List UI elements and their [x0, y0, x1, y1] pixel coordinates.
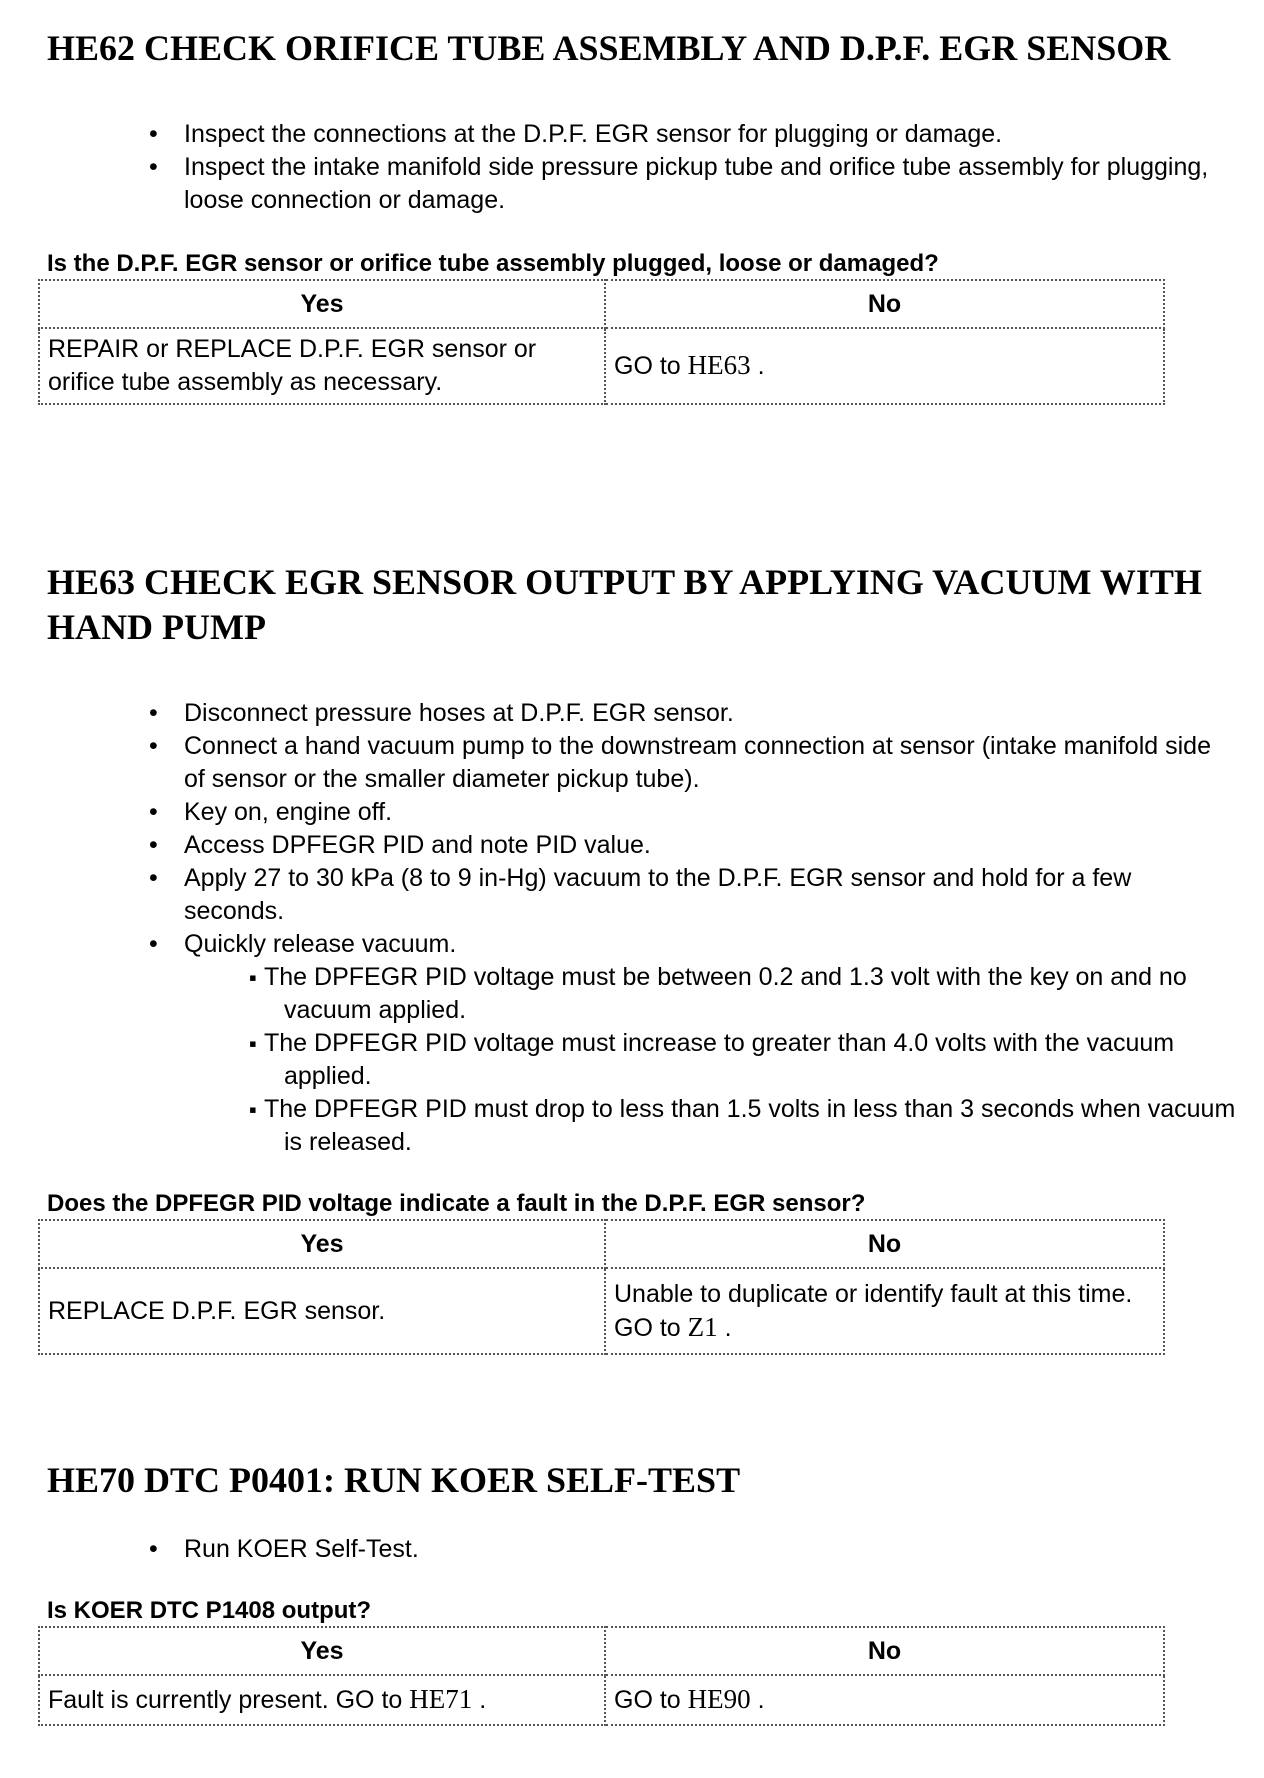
step-item: • Disconnect pressure hoses at D.P.F. EGR sensor.	[132, 697, 1237, 730]
yes-text-suffix: .	[472, 1686, 487, 1714]
step-item: • Inspect the intake manifold side pressure pickup tube and orifice tube assembly for plugging, loose connection or damage.	[132, 151, 1237, 217]
step-item: • Run KOER Self-Test.	[132, 1533, 1237, 1566]
step-item: • Quickly release vacuum.	[132, 928, 1237, 961]
section-he62	[47, 26, 1237, 405]
link-he90[interactable]: HE90	[687, 1684, 751, 1714]
question-he70: Is KOER DTC P1408 output?	[47, 1597, 372, 1624]
steps-list-he62	[47, 118, 1237, 217]
yes-cell	[39, 1675, 605, 1725]
answer-table-he63	[38, 1219, 1165, 1355]
yes-header: Yes	[39, 1220, 605, 1268]
no-header: No	[605, 1220, 1164, 1268]
no-header: No	[605, 280, 1164, 328]
no-text: GO to	[614, 1686, 688, 1714]
no-text: GO to	[614, 352, 688, 380]
no-cell	[605, 1675, 1164, 1725]
answer-table-he70	[38, 1626, 1165, 1726]
step-item: • Apply 27 to 30 kPa (8 to 9 in-Hg) vacuum to the D.P.F. EGR sensor and hold for a few seconds.	[132, 862, 1237, 928]
no-text: Unable to duplicate or identify fault at this time. GO to	[614, 1279, 1133, 1342]
yes-text: Fault is currently present. GO to	[48, 1686, 410, 1714]
step-item: • Inspect the connections at the D.P.F. EGR sensor for plugging or damage.	[132, 118, 1237, 151]
section-title-he63: HE63 CHECK EGR SENSOR OUTPUT BY APPLYING VACUUM WITH HAND PUMP	[47, 562, 1202, 647]
step-item: • Access DPFEGR PID and note PID value.	[132, 829, 1237, 862]
no-cell	[605, 328, 1164, 404]
steps-list-he70	[47, 1533, 1237, 1566]
link-z1[interactable]: Z1	[687, 1311, 718, 1342]
yes-header: Yes	[39, 280, 605, 328]
answer-table-he62	[38, 279, 1165, 405]
question-he62: Is the D.P.F. EGR sensor or orifice tube assembly plugged, loose or damaged?	[47, 250, 939, 277]
yes-header: Yes	[39, 1627, 605, 1675]
steps-list-he63	[47, 697, 1237, 1159]
question-he63: Does the DPFEGR PID voltage indicate a fault in the D.P.F. EGR sensor?	[47, 1190, 866, 1217]
no-text-suffix: .	[717, 1313, 732, 1342]
substep-item: ▪ The DPFEGR PID must drop to less than 1.5 volts in less than 3 seconds when vacuum is released.	[232, 1093, 1237, 1159]
yes-cell: REPLACE D.P.F. EGR sensor.	[39, 1268, 605, 1354]
no-text-suffix: .	[750, 352, 765, 380]
section-he70	[47, 1458, 1237, 1726]
section-title-he70: HE70 DTC P0401: RUN KOER SELF-TEST	[47, 1460, 741, 1500]
no-header: No	[605, 1627, 1164, 1675]
no-cell	[605, 1268, 1164, 1354]
link-he63[interactable]: HE63	[687, 350, 751, 380]
yes-cell: REPAIR or REPLACE D.P.F. EGR sensor or orifice tube assembly as necessary.	[39, 328, 605, 404]
substep-item: ▪ The DPFEGR PID voltage must be between 0.2 and 1.3 volt with the key on and no vacuum applied.	[232, 961, 1237, 1027]
section-title-he62: HE62 CHECK ORIFICE TUBE ASSEMBLY AND D.P.F. EGR SENSOR	[47, 28, 1171, 68]
link-he71[interactable]: HE71	[409, 1684, 473, 1714]
section-he63	[47, 560, 1237, 1355]
step-item: • Connect a hand vacuum pump to the downstream connection at sensor (intake manifold side of sensor or the smaller diameter pickup tube).	[132, 730, 1237, 796]
no-text-suffix: .	[750, 1686, 765, 1714]
step-item: • Key on, engine off.	[132, 796, 1237, 829]
substep-item: ▪ The DPFEGR PID voltage must increase to greater than 4.0 volts with the vacuum applied.	[232, 1027, 1237, 1093]
